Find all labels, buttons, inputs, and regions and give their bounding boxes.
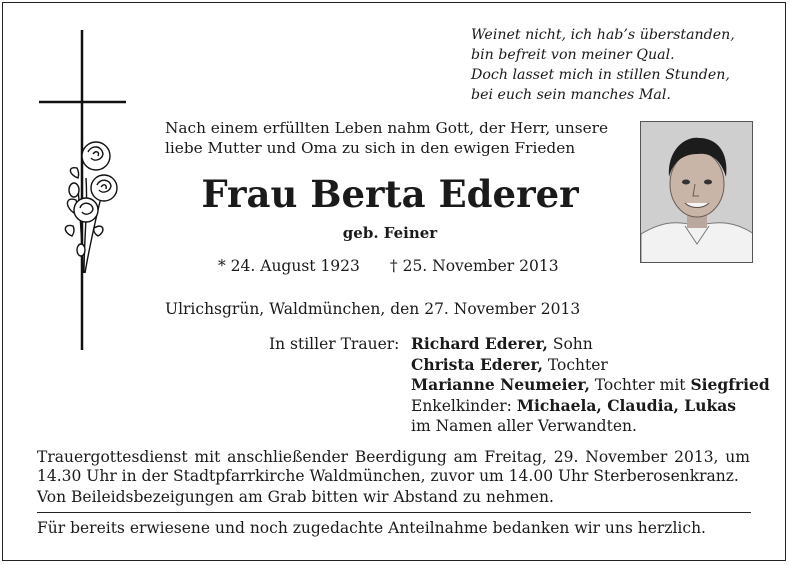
mourner-entry	[411, 396, 770, 417]
mourner-name: Richard Ederer,	[411, 334, 548, 353]
mourner-relation: Tochter	[542, 355, 608, 374]
divider	[37, 512, 751, 513]
portrait-photo	[640, 121, 753, 263]
poem-line-4: bei euch sein manches Mal.	[471, 87, 671, 103]
mourner-entry	[411, 334, 770, 355]
service-line-2: 14.30 Uhr in der Stadtpfarrkirche Waldmünchen, zuvor um 14.00 Uhr Sterberosenkranz.	[37, 466, 739, 485]
portrait-illustration	[641, 122, 753, 263]
poem-line-1: Weinet nicht, ich hab’s überstanden,	[471, 27, 735, 43]
mourner-partner: Siegfried	[690, 375, 770, 395]
intro-line-2: liebe Mutter und Oma zu sich in den ewigen Frieden	[165, 139, 576, 157]
deceased-name: Frau Berta Ederer	[201, 172, 579, 216]
poem-line-3: Doch lasset mich in stillen Stunden,	[471, 67, 730, 83]
poem	[471, 25, 735, 105]
mourner-name: Christa Ederer,	[411, 354, 543, 374]
mourner-entry	[411, 375, 770, 396]
grandchildren-label: Enkelkinder:	[411, 397, 517, 416]
maiden-name: geb. Feiner	[342, 224, 438, 242]
mourner-name: Marianne Neumeier,	[411, 375, 590, 395]
poem-line-2: bin befreit von meiner Qual.	[471, 47, 675, 63]
service-line-1: Trauergottesdienst mit anschließender Beerdigung am Freitag, 29. November 2013, um	[37, 448, 750, 466]
thanks-note: Für bereits erwiesene und noch zugedachte Anteilnahme bedanken wir uns herzlich.	[37, 519, 706, 537]
mourner-relation: Sohn	[547, 335, 593, 353]
grandchildren-names: Michaela, Claudia, Lukas	[516, 396, 736, 416]
mourning-label: In stiller Trauer:	[269, 335, 400, 353]
mourner-entry: im Namen aller Verwandten.	[411, 416, 637, 435]
mourner-entry	[411, 355, 770, 376]
birth-date: * 24. August 1923	[218, 257, 360, 275]
intro-line-1: Nach einem erfüllten Leben nahm Gott, der Herr, unsere	[165, 119, 609, 137]
mourner-relation: Tochter mit	[589, 376, 691, 395]
condolence-note: Von Beileidsbezeigungen am Grab bitten wir Abstand zu nehmen.	[37, 488, 554, 506]
death-date: † 25. November 2013	[389, 257, 559, 275]
life-dates	[218, 256, 559, 276]
intro-text	[165, 118, 608, 158]
mourners-list	[411, 334, 770, 437]
place-date: Ulrichsgrün, Waldmünchen, den 27. November 2013	[165, 300, 581, 318]
service-info	[37, 448, 750, 485]
cross-with-roses-icon	[36, 28, 136, 353]
